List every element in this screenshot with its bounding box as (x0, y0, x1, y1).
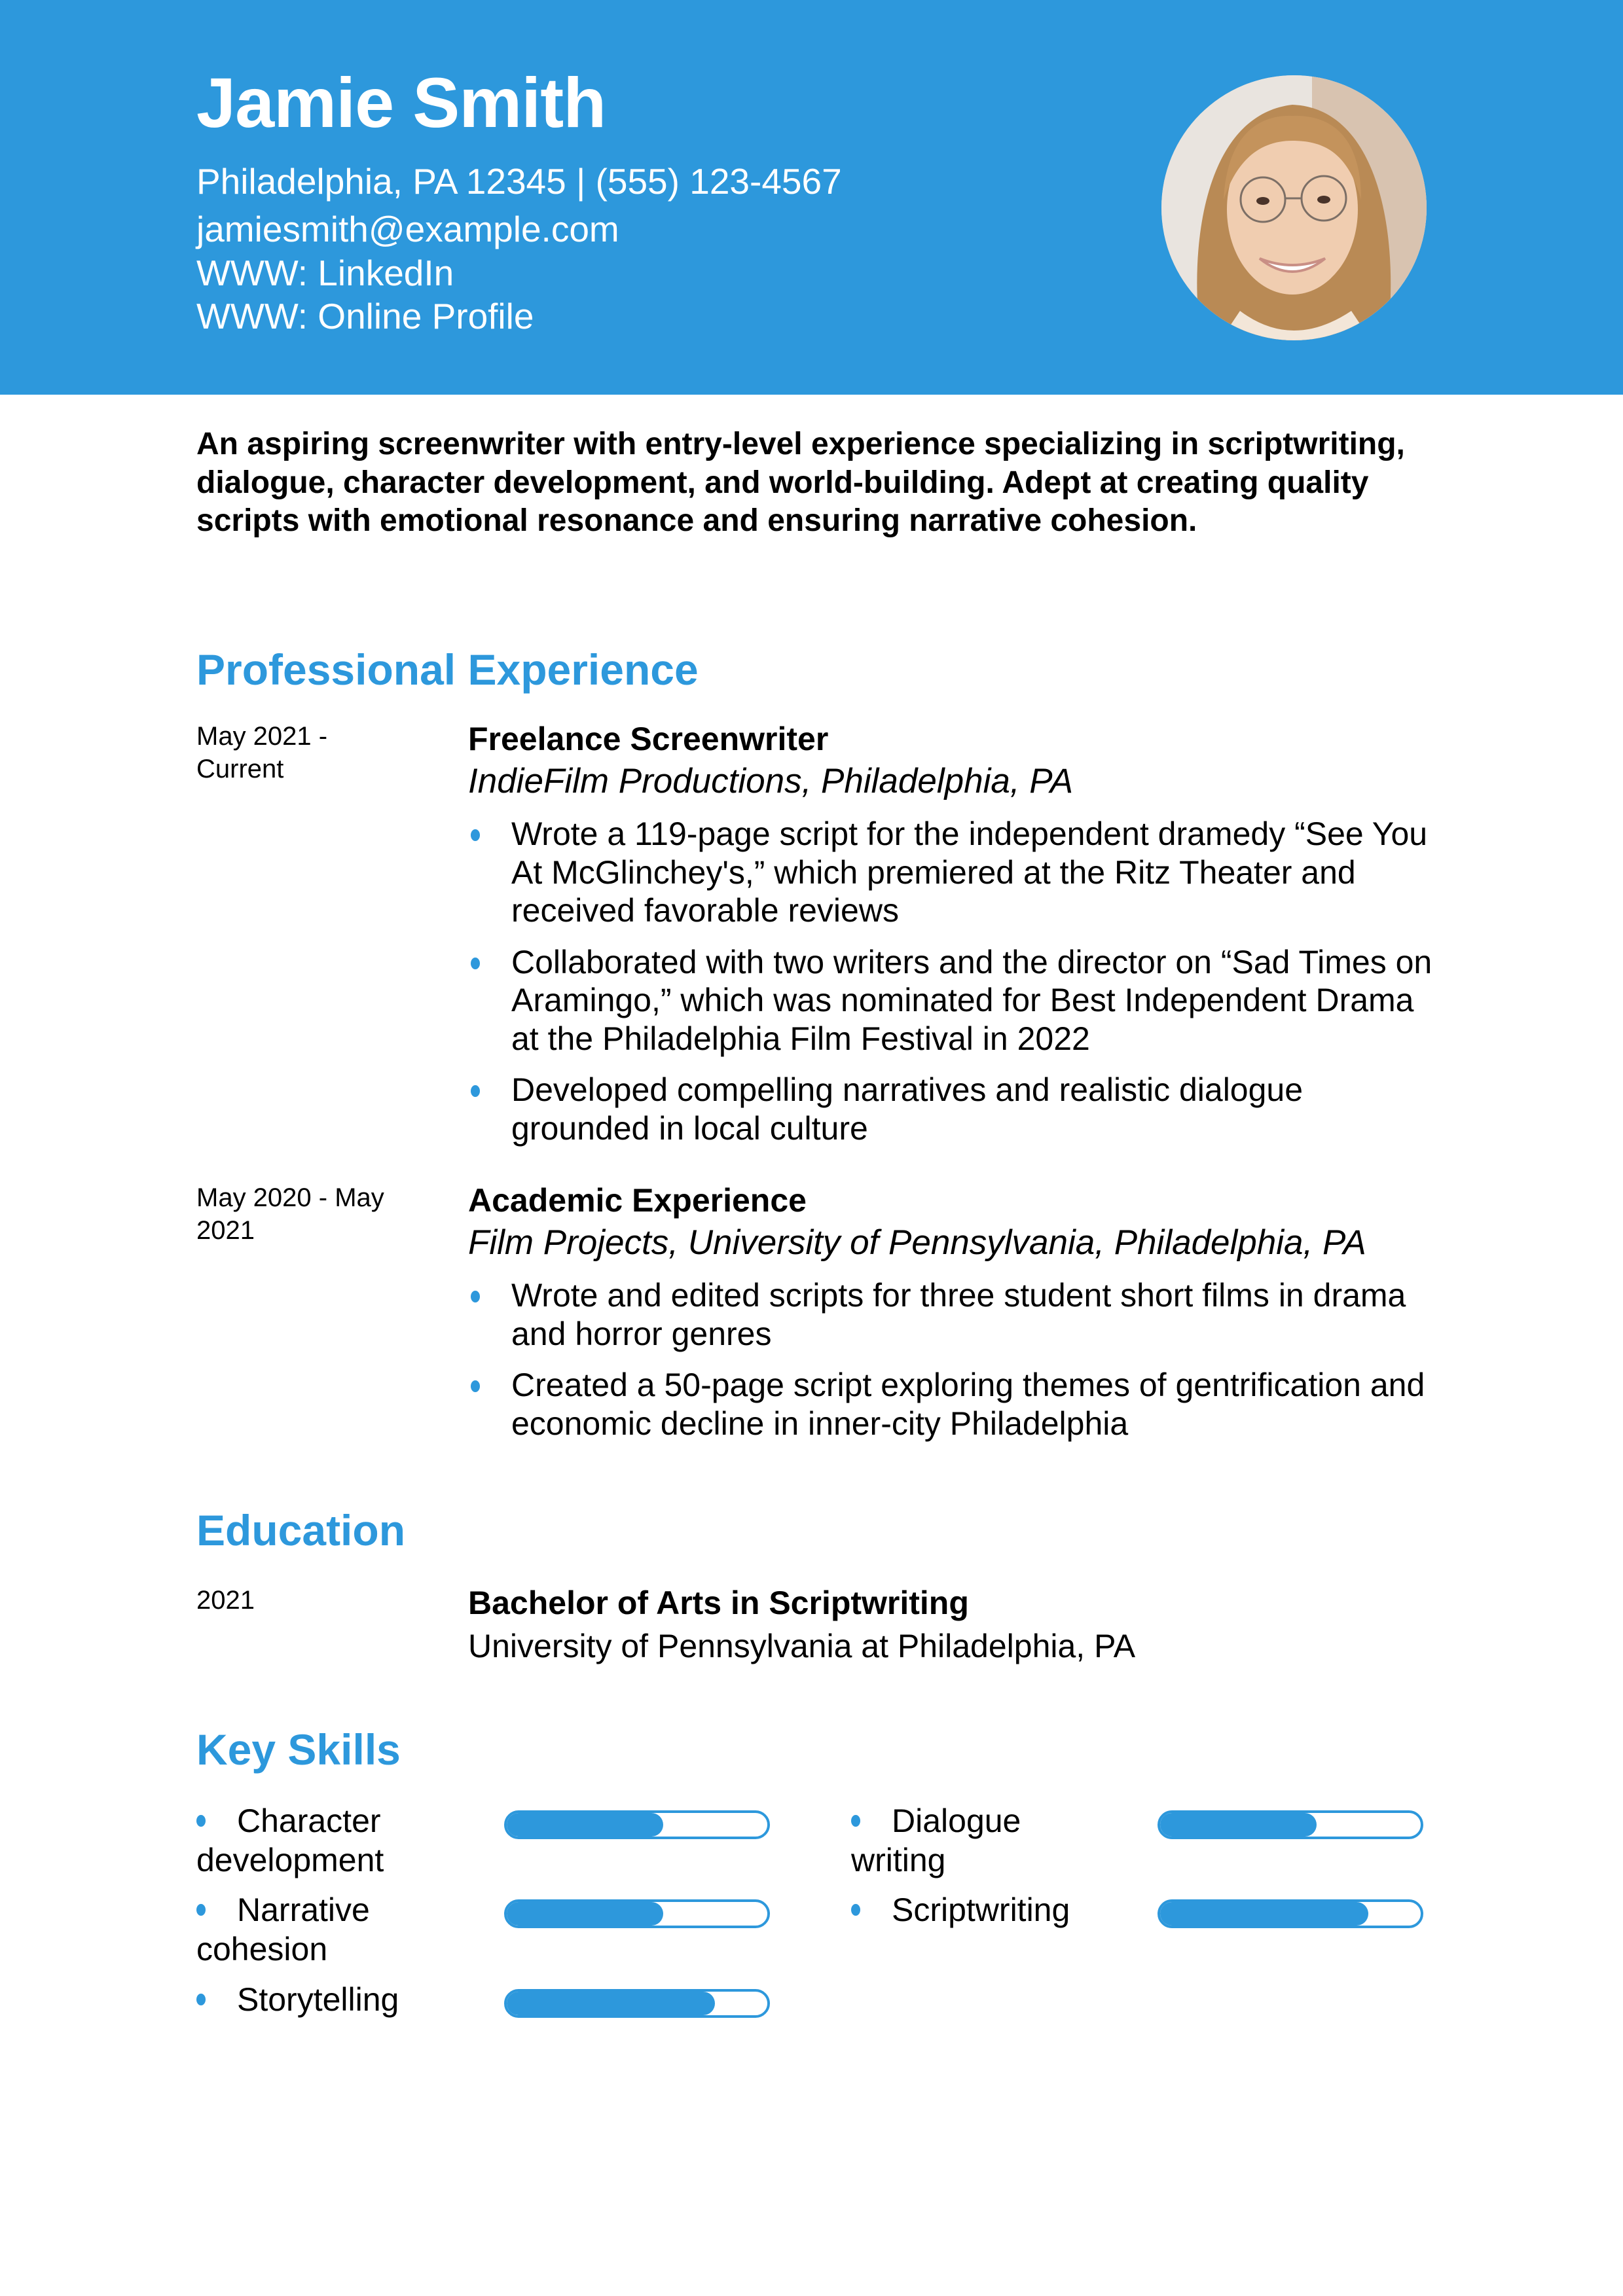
bullet-icon (471, 1085, 480, 1097)
linkedin-link[interactable]: WWW: LinkedIn (196, 253, 454, 293)
skill-label: Scriptwriting (892, 1892, 1070, 1928)
bullet-icon (851, 1815, 860, 1827)
bullet-item (468, 815, 1437, 930)
skill-item (851, 1801, 1087, 1880)
skill-label: Character development (196, 1803, 384, 1878)
skill-item (196, 1980, 432, 2019)
skill-level-bar (1158, 1810, 1423, 1839)
section-heading-education: Education (196, 1506, 406, 1554)
skill-item (196, 1801, 432, 1880)
education-date: 2021 (196, 1586, 255, 1615)
portrait-illustration (1161, 75, 1427, 340)
education-degree: Bachelor of Arts in Scriptwriting (468, 1585, 969, 1621)
job-organization: IndieFilm Productions, Philadelphia, PA (468, 762, 1074, 800)
bullet-item (468, 1071, 1437, 1147)
skill-label: Dialogue writing (851, 1803, 1021, 1878)
skill-item (851, 1890, 1087, 1929)
skill-label: Narrative cohesion (196, 1892, 370, 1967)
skill-level-fill (507, 1992, 715, 2015)
bullet-text: Created a 50-page script exploring themes of gentrification and economic decline in inner-city Philadelphia (511, 1367, 1425, 1442)
bullet-icon (471, 829, 480, 841)
address-phone: Philadelphia, PA 12345 | (555) 123-4567 (196, 161, 842, 202)
job-date: May 2021 - Current (196, 722, 328, 783)
job-title: Academic Experience (468, 1182, 807, 1219)
skill-level-bar (504, 1989, 770, 2018)
bullet-icon (196, 1815, 206, 1827)
job-bullets (468, 815, 1437, 1160)
bullet-item (468, 943, 1437, 1058)
skill-level-fill (1160, 1813, 1317, 1837)
bullet-icon (471, 958, 480, 969)
education-school: University of Pennsylvania at Philadelphia, PA (468, 1628, 1136, 1664)
section-heading-experience: Professional Experience (196, 645, 699, 694)
skill-level-bar (504, 1810, 770, 1839)
bullet-text: Wrote and edited scripts for three student short films in drama and horror genres (511, 1277, 1406, 1352)
bullet-icon (196, 1904, 206, 1916)
candidate-name: Jamie Smith (196, 63, 606, 142)
bullet-icon (851, 1904, 860, 1916)
skill-level-bar (504, 1899, 770, 1928)
bullet-icon (471, 1291, 480, 1302)
section-heading-skills: Key Skills (196, 1725, 401, 1774)
skill-level-bar (1158, 1899, 1423, 1928)
bullet-icon (471, 1380, 480, 1392)
header-banner (0, 0, 1623, 395)
skill-level-fill (507, 1902, 663, 1926)
job-date: May 2020 - May 2021 (196, 1183, 384, 1245)
job-organization: Film Projects, University of Pennsylvania, Philadelphia, PA (468, 1223, 1366, 1262)
email[interactable]: jamiesmith@example.com (196, 209, 619, 249)
job-title: Freelance Screenwriter (468, 721, 829, 757)
bullet-text: Developed compelling narratives and realistic dialogue grounded in local culture (511, 1071, 1304, 1147)
job-bullets (468, 1276, 1437, 1456)
skill-label: Storytelling (237, 1981, 399, 2018)
bullet-item (468, 1366, 1437, 1443)
bullet-text: Collaborated with two writers and the director on “Sad Times on Aramingo,” which was nominated for Best Independent Drama at the Philadelphia Film Festival in 2022 (511, 943, 1432, 1057)
professional-summary: An aspiring screenwriter with entry-level experience specializing in scriptwriting, dialogue, character development, and world-building. Adept at creating quality scripts with emotional resonance and ensuring narrative cohesion. (196, 427, 1405, 538)
online-profile-link[interactable]: WWW: Online Profile (196, 296, 534, 336)
skill-level-fill (1160, 1902, 1368, 1926)
profile-photo (1161, 75, 1427, 340)
bullet-text: Wrote a 119-page script for the independent dramedy “See You At McGlinchey's,” which premiered at the Ritz Theater and received favorable reviews (511, 816, 1428, 929)
bullet-icon (196, 1994, 206, 2005)
bullet-item (468, 1276, 1437, 1353)
skill-item (196, 1890, 432, 1969)
skill-level-fill (507, 1813, 663, 1837)
